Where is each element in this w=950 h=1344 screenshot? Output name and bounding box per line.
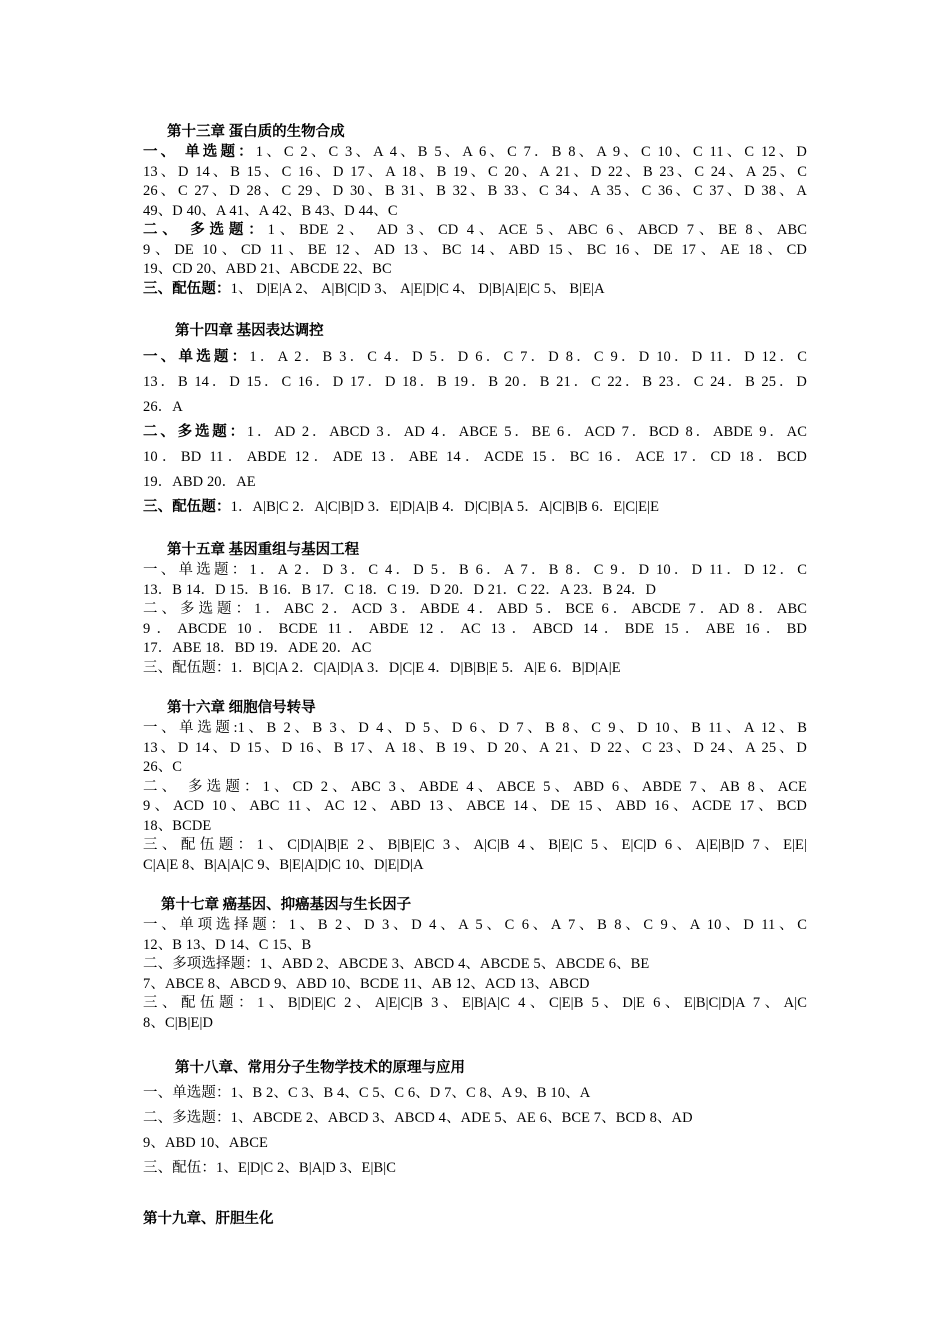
answer-line: 13、D 14、B 15、C 16、D 17、A 18、B 19、C 20、A 21、D 22、B 23、C 24、A 25、C <box>143 163 807 180</box>
answer-line: 7、ABCE 8、ABCD 9、ABD 10、BCDE 11、AB 12、ACD 13、ABCD <box>143 975 590 992</box>
answer-line: C|A|E 8、B|A|A|C 9、B|E|A|D|C 10、D|E|D|A <box>143 856 424 873</box>
chapter-14-section <box>143 317 807 520</box>
answer-line: 13．B 14．D 15．C 16．D 17．D 18．B 19．B 20．B 21．C 22．B 23．C 24．B 25．D <box>143 374 807 390</box>
chapter-17-section <box>143 895 807 1033</box>
answer-line: 二、多项选择题：1、ABD 2、ABCDE 3、ABCD 4、ABCDE 5、ABCDE 6、BE <box>143 956 650 972</box>
chapter-17-title: 第十七章 癌基因、抑癌基因与生长因子 <box>161 897 412 913</box>
answer-line: 19、CD 20、ABD 21、ABCDE 22、BC <box>143 261 392 277</box>
chapter-19-title: 第十九章、肝胆生化 <box>143 1211 274 1227</box>
chapter-14-title: 第十四章 基因表达调控 <box>175 323 324 339</box>
answer-line: 10．BD 11．ABDE 12．ADE 13．ABE 14．ACDE 15．BC 16．ACE 17．CD 18．BCD <box>143 449 807 465</box>
answer-line: 一、 单选题：1、C 2、C 3、A 4、B 5、A 6、C 7．B 8、A 9、C 10、C 11、C 12、D <box>143 144 807 160</box>
chapter-13-title: 第十三章 蛋白质的生物合成 <box>167 124 345 140</box>
document-page <box>143 122 807 1230</box>
answer-line: 9、ABD 10、ABCE <box>143 1135 268 1151</box>
answer-line: 8、C|B|E|D <box>143 1014 214 1031</box>
answer-line: 18、BCDE <box>143 817 212 834</box>
answer-line: 二、 多选题：1、BDE 2、 AD 3、CD 4、ACE 5、ABC 6、ABCD 7、BE 8、ABC <box>143 222 807 238</box>
answer-line: 一、单选题：1、B 2、C 3、B 4、C 5、C 6、D 7、C 8、A 9、B 10、A <box>143 1085 591 1101</box>
chapter-16-section <box>143 698 807 875</box>
answer-line: 一、单选题：1．A 2．B 3．C 4．D 5．D 6．C 7．D 8．C 9．D 10．D 11．D 12．C <box>143 349 807 365</box>
answer-line: 一、单选题:1、B 2、B 3、D 4、D 5、D 6、D 7、B 8、C 9、D 10、B 11、A 12、B <box>143 720 807 736</box>
question-type-label: 三、配伍题： <box>143 280 231 297</box>
answer-line: 13．B 14．D 15．B 16．B 17．C 18．C 19．D 20．D 21．C 22．A 23．B 24．D <box>143 581 657 598</box>
answer-line: 二、 多选题：1、CD 2、ABC 3、ABDE 4、ABCE 5、ABD 6、ABDE 7、AB 8、ACE <box>143 778 807 795</box>
question-type-label: 三、配伍题： <box>143 499 231 515</box>
answer-line: 13、D 14、D 15、D 16、B 17、A 18、B 19、D 20、A 21、D 22、C 23、D 24、A 25、D <box>143 739 807 756</box>
answer-line: 三、配伍题：1、B|D|E|C 2、A|E|C|B 3、E|B|A|C 4、C|E|B 5、D|E 6、E|B|C|D|A 7、A|C <box>143 995 807 1011</box>
answer-line: 19．ABD 20．AE <box>143 474 256 490</box>
answer-line: 二、多选题：1、ABCDE 2、ABCD 3、ABCD 4、ADE 5、AE 6、BCE 7、BCD 8、AD <box>143 1110 693 1126</box>
answer-line: 三、配伍题：1、C|D|A|B|E 2、B|B|E|C 3、A|C|B 4、B|E|C 5、E|C|D 6、A|E|B|D 7、E|E| <box>143 837 807 853</box>
answer-line: 三、配伍题：1．A|B|C 2．A|C|B|D 3．E|D|A|B 4．D|C|B|A 5．A|C|B|B 6．E|C|E|E <box>143 499 660 515</box>
question-type-label: 二、 多选题： <box>143 222 268 238</box>
answer-line: 26、C <box>143 759 183 775</box>
answer-line: 49、D 40、A 41、A 42、B 43、D 44、C <box>143 202 398 219</box>
answer-line: 9、DE 10、CD 11、BE 12、AD 13、BC 14、ABD 15、BC 16、DE 17、AE 18、CD <box>143 241 807 258</box>
chapter-18-section <box>143 1055 807 1181</box>
answer-line: 9、ACD 10、ABC 11、AC 12、ABD 13、ABCE 14、DE 15、ABD 16、ACDE 17、BCD <box>143 798 807 814</box>
chapter-16-title: 第十六章 细胞信号转导 <box>167 700 316 716</box>
chapter-15-section <box>143 540 807 678</box>
answer-line: 26．A <box>143 399 183 415</box>
chapter-15-title: 第十五章 基因重组与基因工程 <box>167 542 360 558</box>
answer-line: 三、配伍题：1．B|C|A 2．C|A|D|A 3．D|C|E 4．D|B|B|E 5．A|E 6．B|D|A|E <box>143 659 621 676</box>
answer-line: 26、C 27、D 28、C 29、D 30、B 31、B 32、B 33、C 34、A 35、C 36、C 37、D 38、A <box>143 183 807 199</box>
chapter-13-section <box>143 122 807 299</box>
answer-line: 三、配伍：1、E|D|C 2、B|A|D 3、E|B|C <box>143 1160 397 1176</box>
answer-line: 12、B 13、D 14、C 15、B <box>143 936 312 953</box>
answer-line: 二、多选题：1．ABC 2．ACD 3．ABDE 4．ABD 5．BCE 6．ABCDE 7．AD 8．ABC <box>143 601 807 617</box>
answer-line: 一、单选题：1．A 2．D 3．C 4．D 5．B 6．A 7．B 8．C 9．D 10．D 11．D 12．C <box>143 562 807 578</box>
answer-line: 二、多选题：1．AD 2．ABCD 3．AD 4．ABCE 5．BE 6．ACD 7．BCD 8．ABDE 9．AC <box>143 424 807 440</box>
chapter-19-section <box>143 1209 807 1230</box>
answer-line: 9．ABCDE 10．BCDE 11．ABDE 12．AC 13．ABCD 14．BDE 15．ABE 16．BD <box>143 620 807 637</box>
answer-line: 三、配伍题：1、 D|E|A 2、 A|B|C|D 3、 A|E|D|C 4、 D|B|A|E|C 5、 B|E|A <box>143 280 605 297</box>
chapter-18-title: 第十八章、常用分子生物学技术的原理与应用 <box>175 1060 465 1076</box>
answer-line: 一、单项选择题：1、B 2、D 3、D 4、A 5、C 6、A 7、B 8、C 9、A 10、D 11、C <box>143 917 807 933</box>
answer-line: 17．ABE 18．BD 19．ADE 20．AC <box>143 640 372 656</box>
question-type-label: 一、单选题： <box>143 349 250 365</box>
question-type-label: 二、多选题： <box>143 424 247 440</box>
question-type-label: 一、 单选题： <box>143 144 256 160</box>
